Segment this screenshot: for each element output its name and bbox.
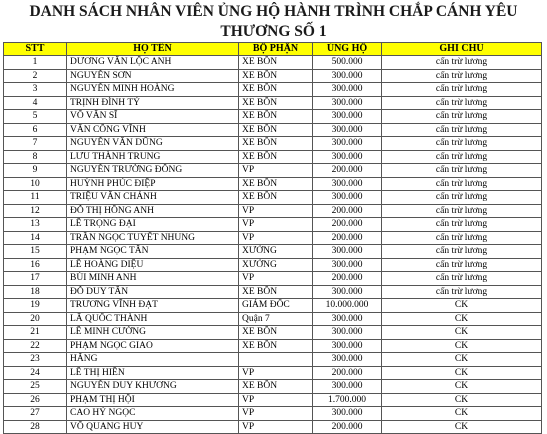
cell-donation: 300.000 — [313, 177, 382, 191]
cell-note: cấn trừ lương — [382, 123, 542, 137]
cell-department: XE BỒN — [239, 191, 313, 205]
cell-donation: 200.000 — [313, 420, 382, 434]
table-row — [4, 218, 542, 232]
cell-note: cấn trừ lương — [382, 231, 542, 245]
table-row — [4, 366, 542, 380]
cell-name: DƯƠNG VĂN LỘC ANH — [67, 56, 239, 70]
cell-stt: 13 — [4, 218, 67, 232]
cell-note: cấn trừ lương — [382, 245, 542, 259]
header-name: HỌ TÊN — [67, 43, 239, 56]
header-donation: ỦNG HỘ — [313, 43, 382, 56]
header-department: BỘ PHẬN — [239, 43, 313, 56]
cell-name: LÊ HOÀNG DIỆU — [67, 258, 239, 272]
donor-table — [3, 42, 542, 434]
cell-name: LƯU THÀNH TRUNG — [67, 150, 239, 164]
table-row — [4, 164, 542, 178]
cell-department: XE BỒN — [239, 56, 313, 70]
table-row — [4, 326, 542, 340]
table-row — [4, 83, 542, 97]
cell-note: CK — [382, 312, 542, 326]
cell-name: ĐỖ THỊ HỒNG ANH — [67, 204, 239, 218]
cell-donation: 200.000 — [313, 272, 382, 286]
cell-department: VP — [239, 393, 313, 407]
cell-stt: 3 — [4, 83, 67, 97]
cell-donation: 300.000 — [313, 137, 382, 151]
table-row — [4, 56, 542, 70]
cell-department: VP — [239, 407, 313, 421]
cell-stt: 24 — [4, 366, 67, 380]
cell-name: VĂN CÔNG VĨNH — [67, 123, 239, 137]
cell-department: GIÁM ĐỐC — [239, 299, 313, 313]
cell-department: VP — [239, 231, 313, 245]
table-row — [4, 150, 542, 164]
table-row — [4, 299, 542, 313]
cell-stt: 8 — [4, 150, 67, 164]
table-row — [4, 420, 542, 434]
cell-note: cấn trừ lương — [382, 150, 542, 164]
table-row — [4, 177, 542, 191]
cell-donation: 300.000 — [313, 123, 382, 137]
cell-note: cấn trừ lương — [382, 177, 542, 191]
cell-note: CK — [382, 326, 542, 340]
cell-name: TRẦN NGỌC TUYẾT NHUNG — [67, 231, 239, 245]
cell-department: VP — [239, 218, 313, 232]
table-row — [4, 380, 542, 394]
cell-stt: 17 — [4, 272, 67, 286]
cell-department: XE BỒN — [239, 326, 313, 340]
cell-department — [239, 353, 313, 367]
cell-note: cấn trừ lương — [382, 56, 542, 70]
cell-name: NGUYỄN TRƯỜNG ĐÔNG — [67, 164, 239, 178]
cell-stt: 11 — [4, 191, 67, 205]
table-row — [4, 339, 542, 353]
cell-donation: 500.000 — [313, 56, 382, 70]
header-note: GHI CHÚ — [382, 43, 542, 56]
table-header-row — [4, 43, 542, 56]
table-row — [4, 407, 542, 421]
cell-note: CK — [382, 339, 542, 353]
cell-note: cấn trừ lương — [382, 69, 542, 83]
cell-department: XƯỞNG — [239, 245, 313, 259]
cell-stt: 7 — [4, 137, 67, 151]
cell-department: XE BỒN — [239, 137, 313, 151]
cell-department: XE BỒN — [239, 83, 313, 97]
cell-donation: 200.000 — [313, 164, 382, 178]
cell-name: HẰNG — [67, 353, 239, 367]
cell-note: cấn trừ lương — [382, 110, 542, 124]
cell-donation: 200.000 — [313, 218, 382, 232]
table-row — [4, 231, 542, 245]
cell-note: CK — [382, 299, 542, 313]
cell-stt: 23 — [4, 353, 67, 367]
cell-donation: 10.000.000 — [313, 299, 382, 313]
cell-name: BÙI MINH ANH — [67, 272, 239, 286]
cell-name: HUỲNH PHÚC ĐIỆP — [67, 177, 239, 191]
cell-donation: 300.000 — [313, 326, 382, 340]
cell-note: cấn trừ lương — [382, 272, 542, 286]
cell-note: cấn trừ lương — [382, 258, 542, 272]
cell-name: NGUYỄN DUY KHƯƠNG — [67, 380, 239, 394]
cell-note: CK — [382, 353, 542, 367]
cell-stt: 16 — [4, 258, 67, 272]
page-title-line-1: DANH SÁCH NHÂN VIÊN ỦNG HỘ HÀNH TRÌNH CHẮP CÁNH YÊU — [29, 3, 518, 20]
cell-stt: 20 — [4, 312, 67, 326]
table-row — [4, 353, 542, 367]
table-row — [4, 69, 542, 83]
cell-department: XE BỒN — [239, 177, 313, 191]
cell-note: cấn trừ lương — [382, 164, 542, 178]
page-title-line-2: THƯƠNG SỐ 1 — [220, 23, 327, 40]
cell-stt: 25 — [4, 380, 67, 394]
cell-note: cấn trừ lương — [382, 83, 542, 97]
cell-donation: 300.000 — [313, 258, 382, 272]
table-row — [4, 245, 542, 259]
cell-name: VÕ QUANG HUY — [67, 420, 239, 434]
cell-donation: 300.000 — [313, 83, 382, 97]
cell-name: CAO HỶ NGỌC — [67, 407, 239, 421]
header-stt: STT — [4, 43, 67, 56]
table-row — [4, 272, 542, 286]
cell-donation: 300.000 — [313, 110, 382, 124]
cell-note: CK — [382, 380, 542, 394]
cell-donation: 300.000 — [313, 150, 382, 164]
cell-donation: 200.000 — [313, 231, 382, 245]
cell-stt: 22 — [4, 339, 67, 353]
cell-department: XE BỒN — [239, 380, 313, 394]
cell-stt: 12 — [4, 204, 67, 218]
cell-name: TRỊNH ĐÌNH TÝ — [67, 96, 239, 110]
cell-name: NGUYỄN MINH HOÀNG — [67, 83, 239, 97]
cell-stt: 1 — [4, 56, 67, 70]
cell-name: LÊ MINH CƯỜNG — [67, 326, 239, 340]
cell-name: PHẠM THỊ HỘI — [67, 393, 239, 407]
cell-department: XE BỒN — [239, 339, 313, 353]
cell-note: CK — [382, 407, 542, 421]
cell-name: NGUYỄN SƠN — [67, 69, 239, 83]
cell-name: TRƯƠNG VĨNH ĐẠT — [67, 299, 239, 313]
table-row — [4, 285, 542, 299]
cell-department: Quận 7 — [239, 312, 313, 326]
cell-note: cấn trừ lương — [382, 96, 542, 110]
cell-stt: 9 — [4, 164, 67, 178]
cell-department: VP — [239, 366, 313, 380]
cell-department: XE BỒN — [239, 123, 313, 137]
table-row — [4, 123, 542, 137]
cell-note: CK — [382, 420, 542, 434]
cell-department: VP — [239, 204, 313, 218]
table-row — [4, 393, 542, 407]
cell-stt: 5 — [4, 110, 67, 124]
cell-department: VP — [239, 420, 313, 434]
cell-note: cấn trừ lương — [382, 204, 542, 218]
cell-department: XE BỒN — [239, 285, 313, 299]
table-row — [4, 258, 542, 272]
cell-department: VP — [239, 272, 313, 286]
cell-donation: 300.000 — [313, 339, 382, 353]
table-row — [4, 191, 542, 205]
cell-stt: 4 — [4, 96, 67, 110]
cell-department: VP — [239, 164, 313, 178]
cell-stt: 27 — [4, 407, 67, 421]
cell-donation: 1.700.000 — [313, 393, 382, 407]
cell-name: TRIỆU VĂN CHÁNH — [67, 191, 239, 205]
cell-stt: 19 — [4, 299, 67, 313]
cell-name: LÃ QUỐC THÀNH — [67, 312, 239, 326]
table-row — [4, 110, 542, 124]
cell-name: VÕ VĂN SĨ — [67, 110, 239, 124]
cell-donation: 300.000 — [313, 285, 382, 299]
table-row — [4, 96, 542, 110]
cell-donation: 300.000 — [313, 96, 382, 110]
cell-stt: 21 — [4, 326, 67, 340]
cell-note: cấn trừ lương — [382, 285, 542, 299]
cell-department: XE BỒN — [239, 150, 313, 164]
cell-department: XƯỞNG — [239, 258, 313, 272]
cell-stt: 15 — [4, 245, 67, 259]
cell-name: PHẠM NGỌC GIAO — [67, 339, 239, 353]
cell-department: XE BỒN — [239, 96, 313, 110]
cell-donation: 300.000 — [313, 245, 382, 259]
cell-note: CK — [382, 366, 542, 380]
cell-stt: 10 — [4, 177, 67, 191]
cell-donation: 200.000 — [313, 366, 382, 380]
cell-donation: 300.000 — [313, 380, 382, 394]
cell-donation: 300.000 — [313, 353, 382, 367]
cell-name: NGUYỄN VĂN DŨNG — [67, 137, 239, 151]
cell-stt: 26 — [4, 393, 67, 407]
cell-name: LÊ THỊ HIỀN — [67, 366, 239, 380]
cell-name: PHẠM NGỌC TÂN — [67, 245, 239, 259]
cell-donation: 300.000 — [313, 69, 382, 83]
cell-department: XE BỒN — [239, 69, 313, 83]
cell-note: cấn trừ lương — [382, 191, 542, 205]
cell-note: CK — [382, 393, 542, 407]
cell-stt: 18 — [4, 285, 67, 299]
cell-name: ĐỖ DUY TÂN — [67, 285, 239, 299]
table-row — [4, 204, 542, 218]
cell-stt: 6 — [4, 123, 67, 137]
cell-stt: 28 — [4, 420, 67, 434]
cell-name: LÊ TRỌNG ĐẠI — [67, 218, 239, 232]
table-row — [4, 137, 542, 151]
cell-stt: 2 — [4, 69, 67, 83]
cell-donation: 200.000 — [313, 204, 382, 218]
cell-donation: 300.000 — [313, 312, 382, 326]
cell-stt: 14 — [4, 231, 67, 245]
cell-donation: 300.000 — [313, 191, 382, 205]
cell-donation: 300.000 — [313, 407, 382, 421]
cell-department: XE BỒN — [239, 110, 313, 124]
table-row — [4, 312, 542, 326]
cell-note: cấn trừ lương — [382, 218, 542, 232]
cell-note: cấn trừ lương — [382, 137, 542, 151]
